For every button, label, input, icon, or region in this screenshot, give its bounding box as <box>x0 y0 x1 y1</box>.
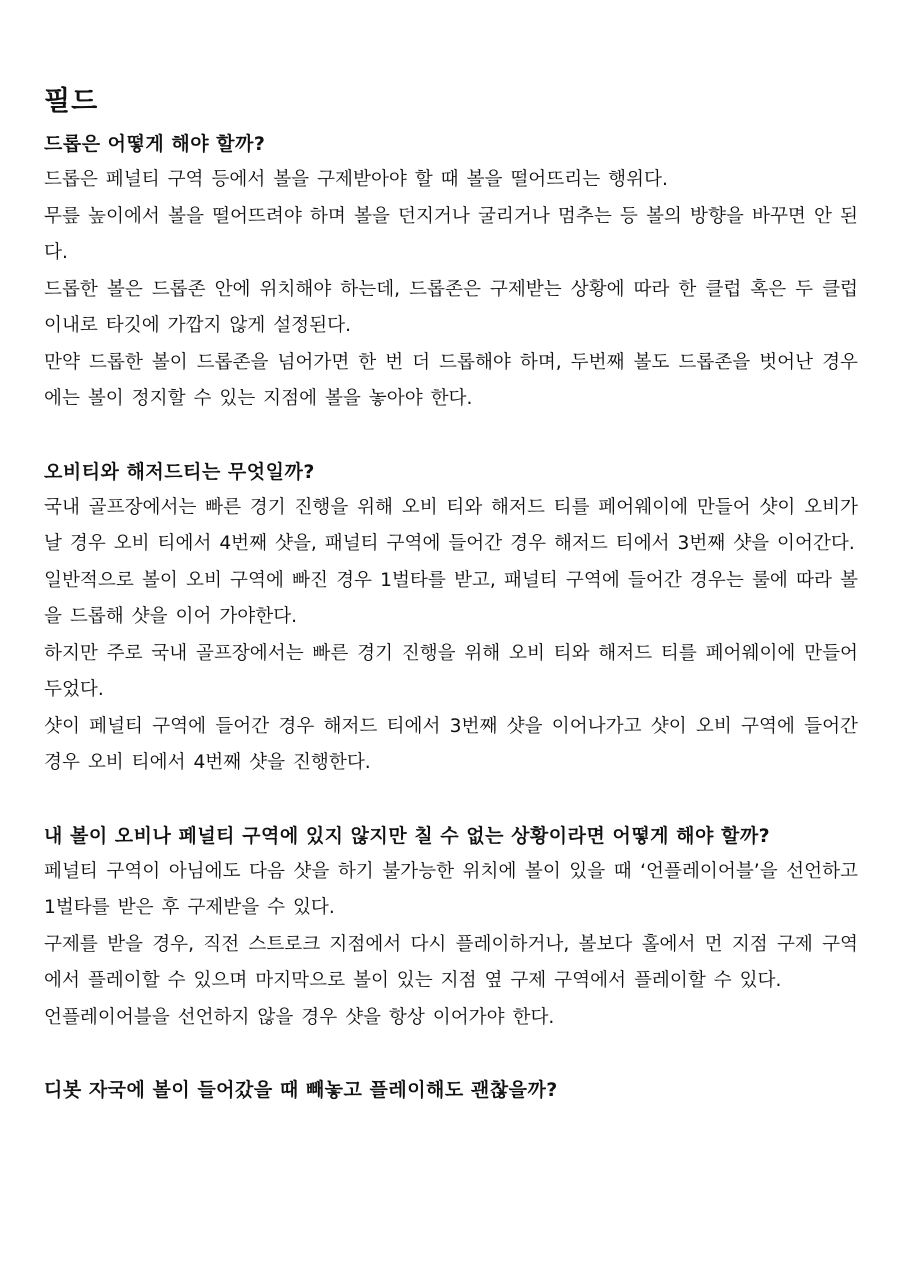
section-unplayable <box>44 818 858 1037</box>
paragraph: 국내 골프장에서는 빠른 경기 진행을 위해 오비 티와 해저드 티를 페어웨이에 만들어 샷이 오비가 날 경우 오비 티에서 4번째 샷을, 패널티 구역에 들어간 경우 해저드 티에서 3번째 샷을 이어간다. <box>44 496 858 554</box>
section-divot <box>44 1072 858 1108</box>
paragraph: 드롭은 페널티 구역 등에서 볼을 구제받아야 할 때 볼을 떨어뜨리는 행위다. <box>44 169 668 190</box>
paragraph: 페널티 구역이 아님에도 다음 샷을 하기 불가능한 위치에 볼이 있을 때 ‘언플레이어블’을 선언하고 1벌타를 받은 후 구제받을 수 있다. <box>44 860 858 918</box>
paragraph: 드롭한 볼은 드롭존 안에 위치해야 하는데, 드롭존은 구제받는 상황에 따라 한 클럽 혹은 두 클럽 이내로 타깃에 가깝지 않게 설정된다. <box>44 278 858 336</box>
page-title: 필드 <box>44 86 99 117</box>
paragraph: 만약 드롭한 볼이 드롭존을 넘어가면 한 번 더 드롭해야 하며, 두번째 볼도 드롭존을 벗어난 경우에는 볼이 정지할 수 있는 지점에 볼을 놓아야 한다. <box>44 351 858 409</box>
document-page <box>44 82 858 1144</box>
section-drop <box>44 126 858 418</box>
section-heading: 디봇 자국에 볼이 들어갔을 때 빼놓고 플레이해도 괜찮을까? <box>44 1079 558 1101</box>
paragraph: 언플레이어블을 선언하지 않을 경우 샷을 항상 이어가야 한다. <box>44 1006 555 1028</box>
paragraph: 구제를 받을 경우, 직전 스트로크 지점에서 다시 플레이하거나, 볼보다 홀에서 먼 지점 구제 구역에서 플레이할 수 있으며 마지막으로 볼이 있는 지점 옆 구제 구역에서 플레이할 수 있다. <box>44 933 858 991</box>
paragraph: 일반적으로 볼이 오비 구역에 빠진 경우 1벌타를 받고, 패널티 구역에 들어간 경우는 룰에 따라 볼을 드롭해 샷을 이어 가야한다. <box>44 569 858 627</box>
paragraph: 샷이 페널티 구역에 들어간 경우 해저드 티에서 3번째 샷을 이어나가고 샷이 오비 구역에 들어간 경우 오비 티에서 4번째 샷을 진행한다. <box>44 715 858 773</box>
section-heading: 드롭은 어떻게 해야 할까? <box>44 133 266 155</box>
section-heading: 내 볼이 오비나 페널티 구역에 있지 않지만 칠 수 없는 상황이라면 어떻게 해야 할까? <box>44 824 771 847</box>
section-heading: 오비티와 해저드티는 무엇일까? <box>44 460 315 483</box>
section-ob-hazard-tee <box>44 454 858 782</box>
paragraph: 무릎 높이에서 볼을 떨어뜨려야 하며 볼을 던지거나 굴리거나 멈추는 등 볼의 방향을 바꾸면 안 된다. <box>44 205 858 263</box>
paragraph: 하지만 주로 국내 골프장에서는 빠른 경기 진행을 위해 오비 티와 해저드 티를 페어웨이에 만들어 두었다. <box>44 642 858 700</box>
